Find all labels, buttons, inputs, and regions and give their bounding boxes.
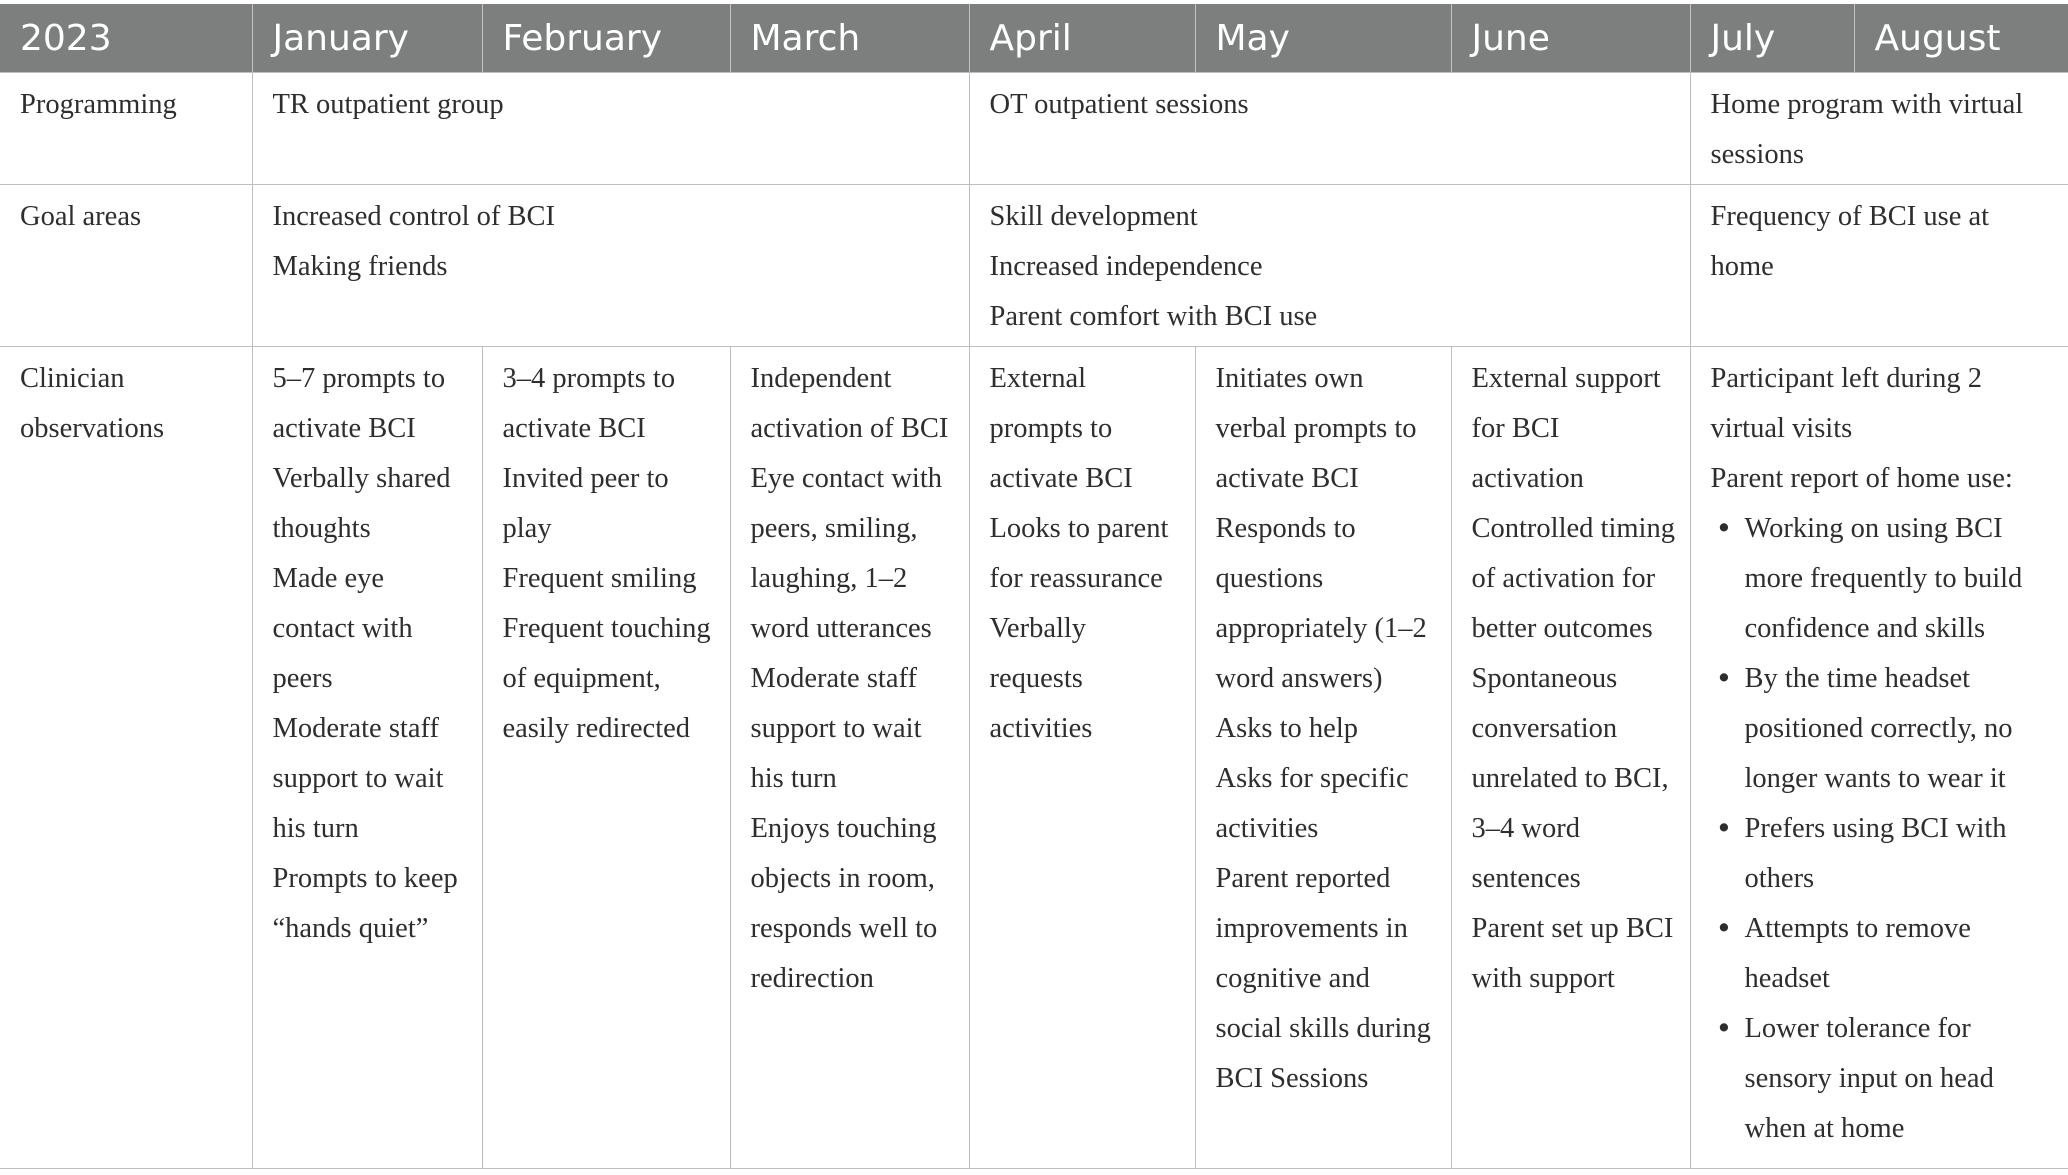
goal-item: Making friends <box>272 251 448 282</box>
observation-item: Parent reported improvements in cognitive and social skills during BCI Sessions <box>1215 863 1431 1094</box>
observation-item: 3–4 prompts to activate BCI <box>502 363 676 444</box>
observation-item: Verbally requests activities <box>989 613 1093 744</box>
list-item <box>1711 1004 2057 1154</box>
observation-item: Parent set up BCI with support <box>1471 913 1674 994</box>
month-header-february: February <box>482 4 730 73</box>
programming-apr-jun: OT outpatient sessions <box>969 73 1690 185</box>
observation-item: Independent activation of BCI <box>750 363 949 444</box>
goal-item: Skill development <box>989 201 1198 232</box>
observation-item: Invited peer to play <box>502 463 669 544</box>
goal-item: Parent comfort with BCI use <box>989 301 1318 332</box>
observation-item: Initiates own verbal prompts to activate BCI <box>1215 363 1417 494</box>
observation-item: Frequent smiling <box>502 563 697 594</box>
observation-item: Controlled timing of activation for better outcomes <box>1471 513 1675 644</box>
programming-label: Programming <box>0 73 252 185</box>
schedule-table-frame <box>0 4 2068 1158</box>
bullet-icon: • <box>1715 662 1733 695</box>
programming-jan-mar: TR outpatient group <box>252 73 969 185</box>
observation-item: External prompts to activate BCI <box>989 363 1133 494</box>
goal-areas-jul-aug: Frequency of BCI use at home <box>1690 185 2068 347</box>
month-header-august: August <box>1854 4 2068 73</box>
observations-march <box>730 347 969 1169</box>
list-item-text: Prefers using BCI with others <box>1744 813 2007 894</box>
month-header-january: January <box>252 4 482 73</box>
list-item <box>1711 654 2057 804</box>
home-use-list <box>1711 504 2057 1154</box>
list-item <box>1711 804 2057 904</box>
observation-item: External support for BCI activation <box>1471 363 1661 494</box>
observation-item: Spontaneous conversation unrelated to BCI, 3–4 word sentences <box>1471 663 1669 894</box>
list-item-text: Working on using BCI more frequently to build confidence and skills <box>1744 513 2023 644</box>
observations-june <box>1451 347 1690 1169</box>
goal-item: Increased independence <box>989 251 1263 282</box>
observations-january <box>252 347 482 1169</box>
bullet-icon: • <box>1715 1012 1733 1045</box>
goal-areas-jan-mar <box>252 185 969 347</box>
observations-label: Clinician observations <box>0 347 252 1169</box>
programming-jul-aug: Home program with virtual sessions <box>1690 73 2068 185</box>
goal-areas-row <box>0 185 2068 347</box>
home-note: Parent report of home use: <box>1710 463 2013 494</box>
observation-item: Verbally shared thoughts <box>272 463 451 544</box>
list-item-text: By the time headset positioned correctly, no longer wants to wear it <box>1744 663 2013 794</box>
bullet-icon: • <box>1715 812 1733 845</box>
month-header-july: July <box>1690 4 1854 73</box>
observation-item: Enjoys touching objects in room, responds well to redirection <box>750 813 938 994</box>
header-row <box>0 4 2068 73</box>
month-header-april: April <box>969 4 1195 73</box>
observations-may <box>1195 347 1451 1169</box>
bullet-icon: • <box>1715 512 1733 545</box>
home-note: Participant left during 2 virtual visits <box>1710 363 1982 444</box>
observation-item: Made eye contact with peers <box>272 563 413 694</box>
goal-areas-apr-jun <box>969 185 1690 347</box>
list-item-text: Lower tolerance for sensory input on head when at home <box>1744 1013 1994 1144</box>
observations-february <box>482 347 730 1169</box>
observation-item: Moderate staff support to wait his turn <box>750 663 922 794</box>
goal-areas-label: Goal areas <box>0 185 252 347</box>
month-header-june: June <box>1451 4 1690 73</box>
year-header: 2023 <box>0 4 252 73</box>
list-item <box>1711 504 2057 654</box>
clinician-observations-row <box>0 347 2068 1169</box>
goal-item: Increased control of BCI <box>272 201 556 232</box>
observation-item: Looks to parent for reassurance <box>989 513 1169 594</box>
list-item-text: Attempts to remove headset <box>1744 913 1971 994</box>
programming-row <box>0 73 2068 185</box>
observation-item: Asks to help <box>1215 713 1358 744</box>
observation-item: Eye contact with peers, smiling, laughing, 1–2 word utterances <box>750 463 943 644</box>
observations-jul-aug <box>1690 347 2068 1169</box>
list-item <box>1711 904 2057 1004</box>
month-header-may: May <box>1195 4 1451 73</box>
observation-item: 5–7 prompts to activate BCI <box>272 363 446 444</box>
month-header-march: March <box>730 4 969 73</box>
bullet-icon: • <box>1715 912 1733 945</box>
observations-april <box>969 347 1195 1169</box>
schedule-table <box>0 4 2068 1169</box>
observation-item: Frequent touching of equipment, easily redirected <box>502 613 711 744</box>
observation-item: Asks for specific activities <box>1215 763 1409 844</box>
observation-item: Responds to questions appropriately (1–2 word answers) <box>1215 513 1427 694</box>
observation-item: Prompts to keep “hands quiet” <box>272 863 458 944</box>
observation-item: Moderate staff support to wait his turn <box>272 713 444 844</box>
